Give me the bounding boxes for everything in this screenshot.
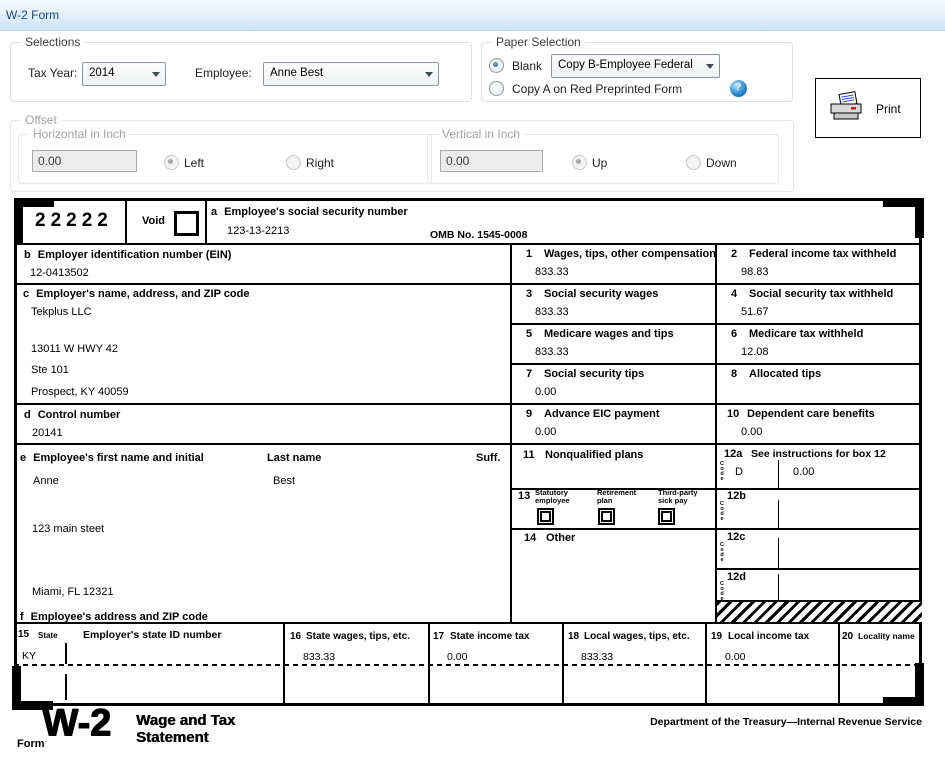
- box19-label: Local income tax: [728, 631, 810, 642]
- footer-agency: Department of the Treasury—Internal Revenue Service: [650, 716, 922, 728]
- blank-radio[interactable]: [489, 58, 504, 73]
- form-line: [14, 283, 922, 285]
- box2-num: 2: [731, 248, 738, 260]
- tax-year-dropdown[interactable]: [82, 62, 166, 86]
- employer-city: Prospect, KY 40059: [31, 386, 129, 398]
- thirdparty-sickpay-checkbox: [658, 508, 675, 525]
- box2-label: Federal income tax withheld: [749, 248, 897, 260]
- box-d-value: 20141: [32, 427, 63, 439]
- box5-value: 833.33: [535, 346, 569, 358]
- box12d-code-label: Code: [719, 581, 725, 601]
- form-line: [205, 198, 207, 243]
- horizontal-offset-input[interactable]: [32, 150, 137, 172]
- box20-num: 20: [842, 631, 854, 642]
- box12a-code: D: [735, 466, 743, 478]
- title-bar: [0, 0, 945, 31]
- left-radio[interactable]: [164, 155, 179, 170]
- box-c-label: c Employer's name, address, and ZIP code: [23, 288, 250, 300]
- chevron-down-icon: [706, 64, 714, 69]
- employee-city: Miami, FL 12321: [32, 586, 114, 598]
- box15-state-value: KY: [22, 650, 37, 662]
- form-line: [562, 622, 564, 703]
- employee-dropdown[interactable]: [263, 62, 439, 86]
- box5-label: Medicare wages and tips: [544, 328, 674, 340]
- box17-label: State income tax: [450, 631, 530, 642]
- footer-form-number: W-2: [42, 702, 111, 744]
- form-line: [65, 674, 67, 700]
- box8-label: Allocated tips: [749, 368, 822, 380]
- box12a-code-label: Code: [719, 461, 725, 481]
- box-a-label: a Employee's social security number: [211, 206, 408, 218]
- vertical-offset-legend: Vertical in Inch: [438, 127, 524, 141]
- employee-last-name: Best: [273, 475, 296, 487]
- up-radio-label: Up: [592, 156, 608, 170]
- box15-num: 15: [18, 629, 30, 640]
- box10-value: 0.00: [741, 426, 763, 438]
- void-label: Void: [142, 215, 166, 227]
- box12b-num: 12b: [727, 490, 746, 502]
- box15-id-label: Employer's state ID number: [83, 629, 222, 641]
- tax-year-value: 2014: [89, 67, 115, 79]
- box15-state-label: State: [38, 631, 58, 640]
- form-line: [778, 538, 779, 568]
- box12a-num: 12a: [724, 448, 743, 460]
- retirement-plan-checkbox: [598, 508, 615, 525]
- box14-label: Other: [546, 532, 576, 544]
- box7-num: 7: [526, 368, 533, 380]
- box14-num: 14: [524, 532, 537, 544]
- w2-form-preview: [14, 198, 922, 710]
- box9-label: Advance EIC payment: [544, 408, 660, 420]
- box13-thirdparty-label: Third-party sick pay: [658, 488, 698, 505]
- suffix-label: Suff.: [476, 452, 501, 464]
- footer-statement: Wage and Tax Statement: [136, 712, 236, 746]
- hatch-area: [717, 602, 922, 622]
- box13-num: 13: [518, 490, 531, 502]
- box5-num: 5: [526, 328, 533, 340]
- form-line: [778, 460, 779, 488]
- form-line: [510, 243, 512, 622]
- box-d-label: d Control number: [24, 409, 121, 421]
- box4-num: 4: [731, 288, 738, 300]
- chevron-down-icon: [425, 72, 433, 77]
- box11-num: 11: [523, 449, 535, 461]
- form-line: [14, 443, 922, 445]
- copy-type-value: Copy B-Employee Federal: [558, 59, 693, 71]
- box-a-value: 123-13-2213: [227, 225, 290, 237]
- box12a-label: See instructions for box 12: [751, 448, 886, 460]
- form-code-22222: 22222: [35, 210, 113, 231]
- box19-value: 0.00: [725, 651, 746, 663]
- form-line: [778, 574, 779, 600]
- left-radio-label: Left: [184, 156, 205, 170]
- employee-label: Employee:: [195, 66, 252, 80]
- box13-statutory-label: Statutory employee: [535, 488, 570, 505]
- box3-label: Social security wages: [544, 288, 659, 300]
- box12b-code-label: Code: [719, 501, 725, 521]
- box19-num: 19: [711, 631, 723, 642]
- box12a-value: 0.00: [793, 466, 815, 478]
- form-line: [919, 198, 922, 706]
- corner-mark: [14, 198, 23, 243]
- employee-value: Anne Best: [270, 67, 324, 79]
- box16-value: 833.33: [303, 651, 336, 663]
- print-button[interactable]: [815, 78, 921, 138]
- corner-mark: [915, 198, 924, 238]
- box20-label: Locality name: [858, 631, 915, 641]
- corner-mark: [883, 697, 923, 706]
- box3-value: 833.33: [535, 306, 569, 318]
- box2-value: 98.83: [741, 266, 769, 278]
- box10-num: 10: [727, 408, 740, 420]
- form-line: [125, 198, 127, 243]
- form-line: [715, 243, 717, 622]
- box17-value: 0.00: [447, 651, 468, 663]
- form-line: [14, 403, 922, 405]
- box9-value: 0.00: [535, 426, 557, 438]
- box16-num: 16: [290, 631, 302, 642]
- form-line: [14, 198, 922, 201]
- employee-street: 123 main steet: [32, 523, 105, 535]
- right-radio[interactable]: [286, 155, 301, 170]
- form-dashed-line: [14, 664, 922, 666]
- copy-a-radio[interactable]: [489, 81, 504, 96]
- box1-num: 1: [526, 248, 533, 260]
- employer-address1: 13011 W HWY 42: [31, 343, 119, 355]
- up-radio[interactable]: [572, 155, 587, 170]
- help-icon[interactable]: [730, 80, 747, 97]
- selections-legend: Selections: [21, 35, 84, 49]
- down-radio-label: Down: [706, 156, 737, 170]
- form-line: [838, 622, 840, 703]
- footer-form-word: Form: [17, 738, 45, 750]
- box10-label: Dependent care benefits: [747, 408, 875, 420]
- box13-retirement-label: Retirement plan: [597, 488, 637, 505]
- box17-num: 17: [433, 631, 445, 642]
- vertical-offset-input[interactable]: [440, 150, 543, 172]
- horizontal-offset-legend: Horizontal in Inch: [29, 127, 130, 141]
- box4-label: Social security tax withheld: [749, 288, 894, 300]
- box18-label: Local wages, tips, etc.: [584, 631, 690, 642]
- down-radio[interactable]: [686, 155, 701, 170]
- window-title: W-2 Form: [6, 8, 60, 22]
- box11-label: Nonqualified plans: [545, 449, 644, 461]
- box6-label: Medicare tax withheld: [749, 328, 864, 340]
- box7-label: Social security tips: [544, 368, 645, 380]
- box6-num: 6: [731, 328, 738, 340]
- box12c-code-label: Code: [719, 542, 725, 562]
- box-b-label: b Employer identification number (EIN): [24, 249, 232, 261]
- box4-value: 51.67: [741, 306, 769, 318]
- form-line: [778, 500, 779, 528]
- offset-legend: Offset: [21, 113, 61, 127]
- paper-selection-legend: Paper Selection: [492, 35, 585, 49]
- last-name-label: Last name: [267, 452, 322, 464]
- printer-icon: [828, 91, 868, 129]
- form-line: [428, 622, 430, 703]
- box8-num: 8: [731, 368, 738, 380]
- box12d-num: 12d: [727, 571, 746, 583]
- box6-value: 12.08: [741, 346, 769, 358]
- employer-name: Tekplus LLC: [31, 306, 92, 318]
- box1-label: Wages, tips, other compensation: [544, 248, 716, 260]
- statutory-employee-checkbox: [537, 508, 554, 525]
- form-line: [14, 198, 17, 706]
- form-line: [283, 622, 285, 703]
- form-line: [14, 703, 922, 706]
- form-line: [14, 243, 922, 245]
- chevron-down-icon: [152, 72, 160, 77]
- box12c-num: 12c: [727, 531, 746, 543]
- box3-num: 3: [526, 288, 533, 300]
- box9-num: 9: [526, 408, 533, 420]
- employer-address2: Ste 101: [31, 364, 69, 376]
- form-line: [705, 622, 707, 703]
- form-line: [65, 643, 67, 664]
- tax-year-label: Tax Year:: [28, 66, 78, 80]
- print-button-label: Print: [876, 102, 901, 116]
- box16-label: State wages, tips, etc.: [306, 631, 410, 642]
- void-checkbox: [174, 211, 199, 236]
- box-b-value: 12-0413502: [30, 267, 89, 279]
- box18-num: 18: [568, 631, 580, 642]
- blank-radio-label: Blank: [512, 59, 543, 73]
- copy-a-radio-label: Copy A on Red Preprinted Form: [512, 82, 683, 96]
- copy-type-dropdown[interactable]: [551, 54, 720, 78]
- box-e-label: e Employee's first name and initial: [20, 452, 204, 464]
- box18-value: 833.33: [581, 651, 614, 663]
- right-radio-label: Right: [306, 156, 335, 170]
- box-a-letter: a: [211, 206, 218, 218]
- box1-value: 833.33: [535, 266, 569, 278]
- box-f-label: f Employee's address and ZIP code: [20, 611, 208, 623]
- omb-number: OMB No. 1545-0008: [430, 229, 528, 241]
- form-line: [715, 568, 922, 570]
- box7-value: 0.00: [535, 386, 557, 398]
- employee-first-name: Anne: [33, 475, 59, 487]
